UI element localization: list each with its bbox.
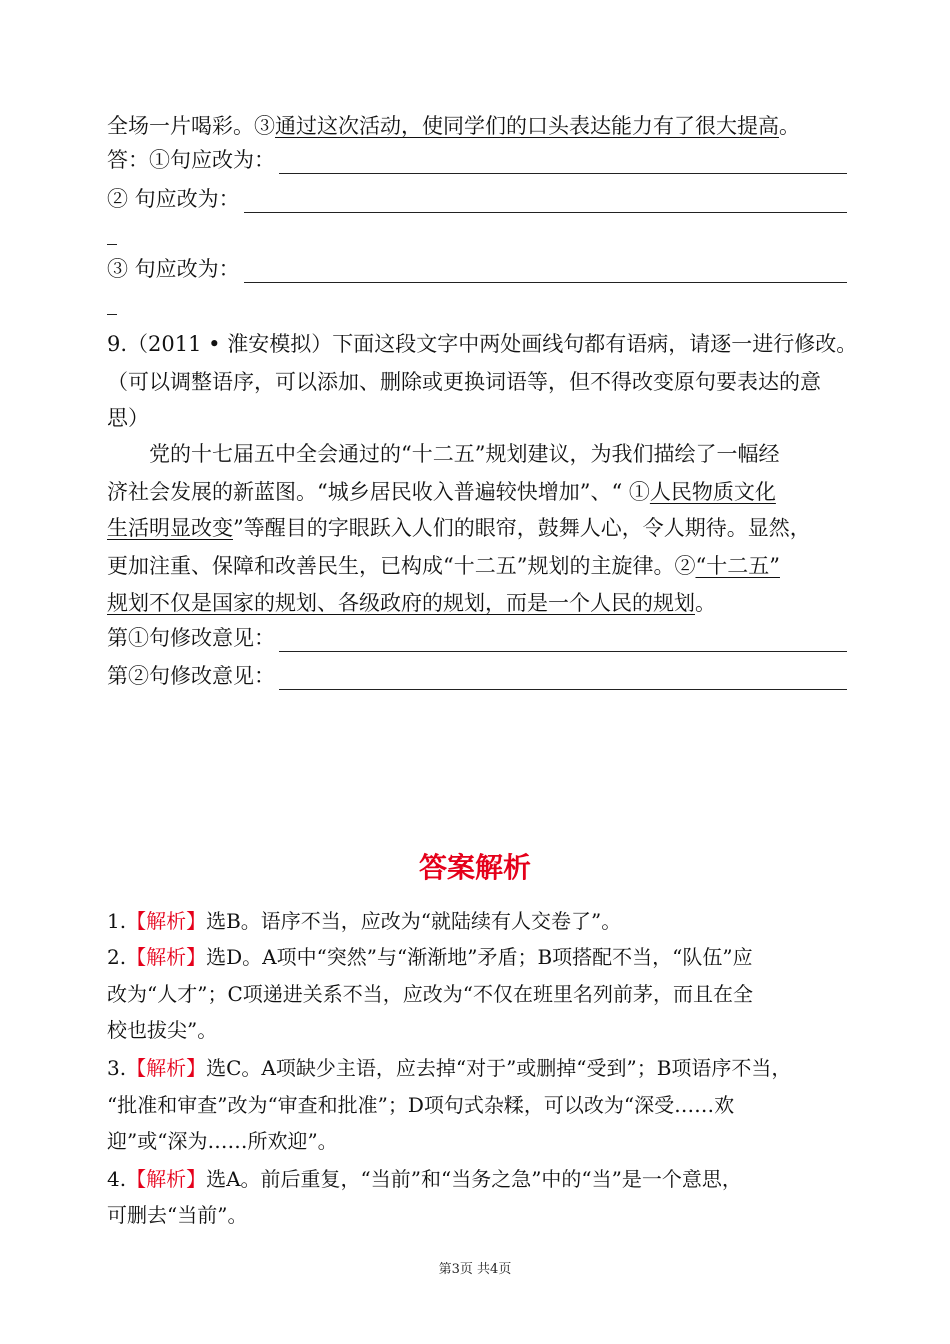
q9-passage-line-1: 党的十七届五中全会通过的“十二五”规划建议，为我们描绘了一幅经 (149, 442, 780, 466)
answer-blank-line[interactable] (244, 192, 847, 213)
solution-2 (107, 942, 753, 972)
analysis-tag: 【解析】 (126, 1056, 207, 1080)
q8-line-prefix: 全场一片喝彩。③ (107, 114, 275, 138)
solution-3 (107, 1053, 791, 1083)
solution-text: 选D。A项中“突然”与“渐渐地”矛盾；B项搭配不当，“队伍”应 (206, 945, 753, 969)
solution-text: 选B。语序不当，应改为“就陆续有人交卷了”。 (206, 909, 622, 933)
answer-blank-line[interactable] (244, 262, 847, 283)
solution-4-line-2: 可删去“当前”。 (107, 1203, 248, 1227)
q8-answer-label-3: ③ 句应改为： (107, 257, 240, 281)
q9-answer-row-1 (107, 622, 847, 652)
q9-passage-line-3 (107, 513, 811, 543)
solution-2-line-3: 校也拔尖”。 (107, 1018, 218, 1042)
answers-title: 答案解析 (418, 851, 531, 884)
q9-answer-row-2 (107, 660, 847, 690)
q9-passage-text: ”等醒目的字眼跃入人们的眼帘，鼓舞人心，令人期待。显然， (233, 516, 811, 540)
solution-3-line-3: 迎”或“深为……所欢迎”。 (107, 1129, 338, 1153)
answer-blank-line[interactable] (279, 153, 847, 174)
solution-text: 选A。前后重复，“当前”和“当务之急”中的“当”是一个意思， (206, 1167, 742, 1191)
solution-number: 4. (107, 1167, 127, 1191)
q9-passage-line-2 (107, 477, 776, 507)
solution-3-line-2: “批准和审查”改为“审查和批准”；D项句式杂糅，可以改为“深受……欢 (107, 1093, 735, 1117)
analysis-tag: 【解析】 (126, 909, 207, 933)
q9-stem-line-3: 思） (107, 406, 149, 430)
q9-passage-text: 。 (695, 591, 716, 615)
q9-passage-line-5 (107, 588, 716, 618)
q8-sentence-line (107, 111, 800, 141)
q8-answer-label-2: ② 句应改为： (107, 187, 240, 211)
q8-answer-row-3 (107, 253, 847, 283)
q9-passage-text: 济社会发展的新蓝图。“城乡居民收入普遍较快增加”、“ ① (107, 480, 650, 504)
solution-1 (107, 906, 621, 936)
solution-number: 1. (107, 909, 127, 933)
answer-blank-line[interactable] (279, 669, 847, 690)
analysis-tag: 【解析】 (126, 945, 207, 969)
q8-answer-row-1 (107, 144, 847, 174)
q9-underlined-sentence-1-cont: 生活明显改变 (107, 516, 233, 540)
q8-answer-label-1: 答：①句应改为： (107, 148, 275, 172)
page-footer: 第3页 共4页 (438, 1262, 512, 1277)
solution-number: 3. (107, 1056, 127, 1080)
solution-4 (107, 1164, 742, 1194)
solution-text: 选C。A项缺少主语，应去掉“对于”或删掉“受到”；B项语序不当， (206, 1056, 792, 1080)
q9-answer-label-1: 第①句修改意见： (107, 626, 275, 650)
solution-number: 2. (107, 945, 127, 969)
q8-line-suffix: 。 (779, 114, 800, 138)
continuation-dash (107, 244, 117, 245)
analysis-tag: 【解析】 (126, 1167, 207, 1191)
q9-passage-line-4 (107, 551, 780, 581)
q8-answer-row-2 (107, 183, 847, 213)
q9-passage-text: 更加注重、保障和改善民生，已构成“十二五”规划的主旋律。② (107, 554, 696, 578)
q9-stem-line-2: （可以调整语序，可以添加、删除或更换词语等，但不得改变原句要表达的意 (107, 370, 821, 394)
continuation-dash (107, 314, 117, 315)
q9-underlined-sentence-2-cont: 规划不仅是国家的规划、各级政府的规划，而是一个人民的规划 (107, 591, 695, 615)
q9-stem-line-1: 9.（2011 • 淮安模拟）下面这段文字中两处画线句都有语病，请逐一进行修改。 (107, 332, 858, 356)
answer-blank-line[interactable] (279, 631, 847, 652)
q8-underlined-sentence: 通过这次活动，使同学们的口头表达能力有了很大提高 (275, 114, 779, 138)
q9-underlined-sentence-1: 人民物质文化 (649, 480, 776, 504)
q9-answer-label-2: 第②句修改意见： (107, 664, 275, 688)
solution-2-line-2: 改为“人才”；C项递进关系不当，应改为“不仅在班里名列前茅，而且在全 (107, 982, 753, 1006)
q9-underlined-sentence-2: “十二五” (695, 554, 780, 578)
